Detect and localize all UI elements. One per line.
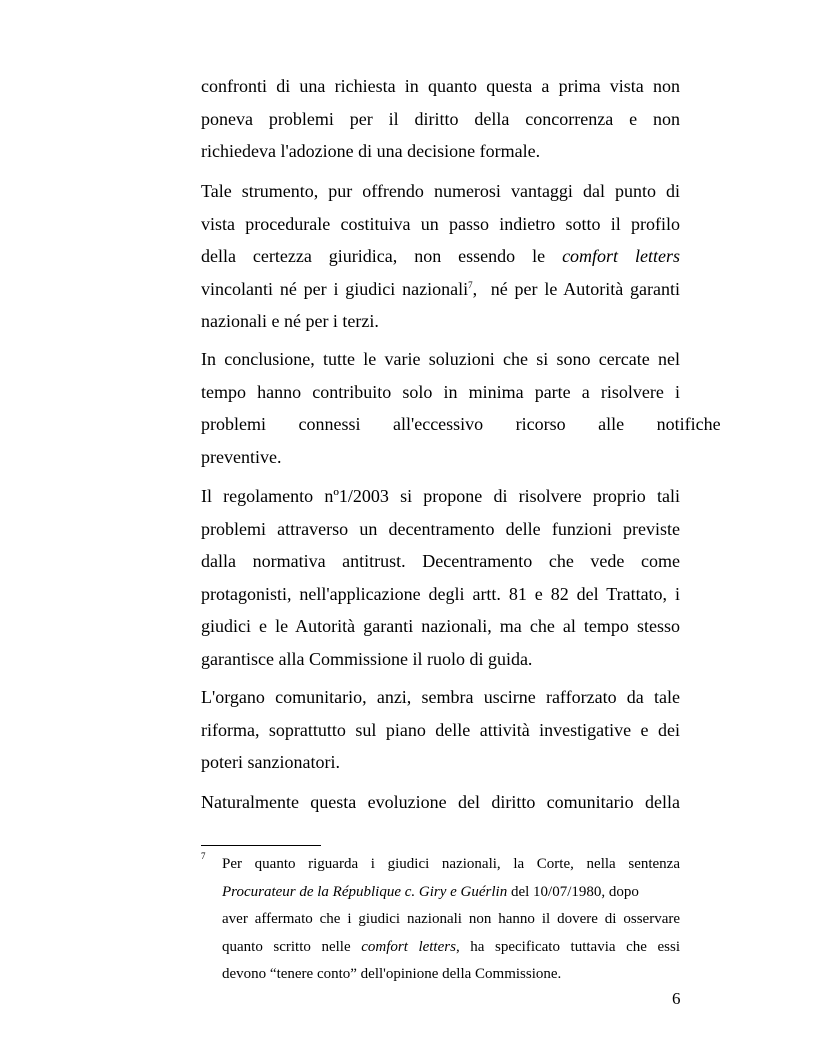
paragraph-1 (201, 70, 680, 168)
p2-line-1: Tale strumento, pur offrendo numerosi vantaggi dal punto di (201, 181, 680, 201)
p1-line-3: richiedeva l'adozione di una decisione formale. (201, 141, 541, 162)
fn-line-4 (222, 934, 680, 962)
p3-line-1: In conclusione, tutte le varie soluzioni che si sono cercate nel (201, 349, 680, 369)
p4-line-4: protagonisti, nell'applicazione degli artt. 81 e 82 del Trattato, i (201, 583, 680, 604)
p2-line-3-text: della certezza giuridica, non essendo le (201, 246, 546, 267)
p3-line-3: problemi connessi all'eccessivo ricorso alle notifiche (201, 414, 721, 435)
p5-line-3: poteri sanzionatori. (201, 752, 340, 773)
p2-line-3 (201, 240, 680, 273)
fn-line-1: Per quanto riguarda i giudici nazionali, la Corte, nella sentenza (222, 856, 680, 872)
fn-line-2 (222, 879, 680, 907)
fn-line-5: devono “tenere conto” dell'opinione della Commissione. (222, 966, 562, 983)
p2-line-2: vista procedurale costituiva un passo indietro sotto il profilo (201, 213, 680, 234)
comfort-letters-term: comfort letters (562, 246, 680, 267)
fn-comfort-letters-term: comfort letters (361, 938, 456, 955)
p2-line-4-text: vincolanti né per i giudici nazionali (201, 278, 469, 299)
footnote-separator (201, 845, 321, 846)
paragraph-6 (201, 786, 680, 819)
page-number: 6 (672, 989, 681, 1008)
paragraph-3 (201, 343, 721, 473)
p5-line-1: L'organo comunitario, anzi, sembra uscirne rafforzato da tale (201, 687, 680, 707)
fn-line-4-rest: , ha specificato tuttavia che essi (455, 938, 680, 955)
p6-line-1: Naturalmente questa evoluzione del diritto comunitario della (201, 792, 680, 812)
p4-line-6: garantisce alla Commissione il ruolo di guida. (201, 648, 533, 669)
footnote-number: 7 (201, 851, 206, 861)
footnote-text (222, 851, 680, 989)
p5-line-2: riforma, soprattutto sul piano delle attività investigative e dei (201, 719, 680, 740)
p1-line-1: confronti di una richiesta in quanto questa a prima vista non (201, 76, 680, 96)
fn-line-4-text: quanto scritto nelle (222, 938, 351, 955)
p3-line-2: tempo hanno contribuito solo in minima parte a risolvere i (201, 381, 680, 402)
p3-line-4: preventive. (201, 446, 282, 467)
paragraph-5 (201, 681, 680, 779)
fn-line-2-text: del 10/07/1980, dopo (510, 883, 639, 900)
p2-line-5: nazionali e né per i terzi. (201, 311, 379, 332)
p4-line-3: dalla normativa antitrust. Decentramento che vede come (201, 551, 680, 572)
case-name: Procurateur de la République c. Giry e Guérlin (222, 883, 508, 900)
footnote-reference[interactable]: 7 (468, 279, 473, 290)
p2-line-4-rest: , né per le Autorità garanti (472, 278, 680, 299)
p4-line-5: giudici e le Autorità garanti nazionali, ma che al tempo stesso (201, 616, 680, 637)
p2-line-4 (201, 273, 680, 306)
paragraph-4 (201, 480, 680, 676)
p4-line-1: Il regolamento nº1/2003 si propone di risolvere proprio tali (201, 486, 680, 506)
paragraph-2 (201, 175, 680, 338)
p1-line-2: poneva problemi per il diritto della concorrenza e non (201, 108, 680, 129)
fn-line-3: aver affermato che i giudici nazionali non hanno il dovere di osservare (222, 911, 680, 928)
p4-line-2: problemi attraverso un decentramento delle funzioni previste (201, 518, 680, 539)
